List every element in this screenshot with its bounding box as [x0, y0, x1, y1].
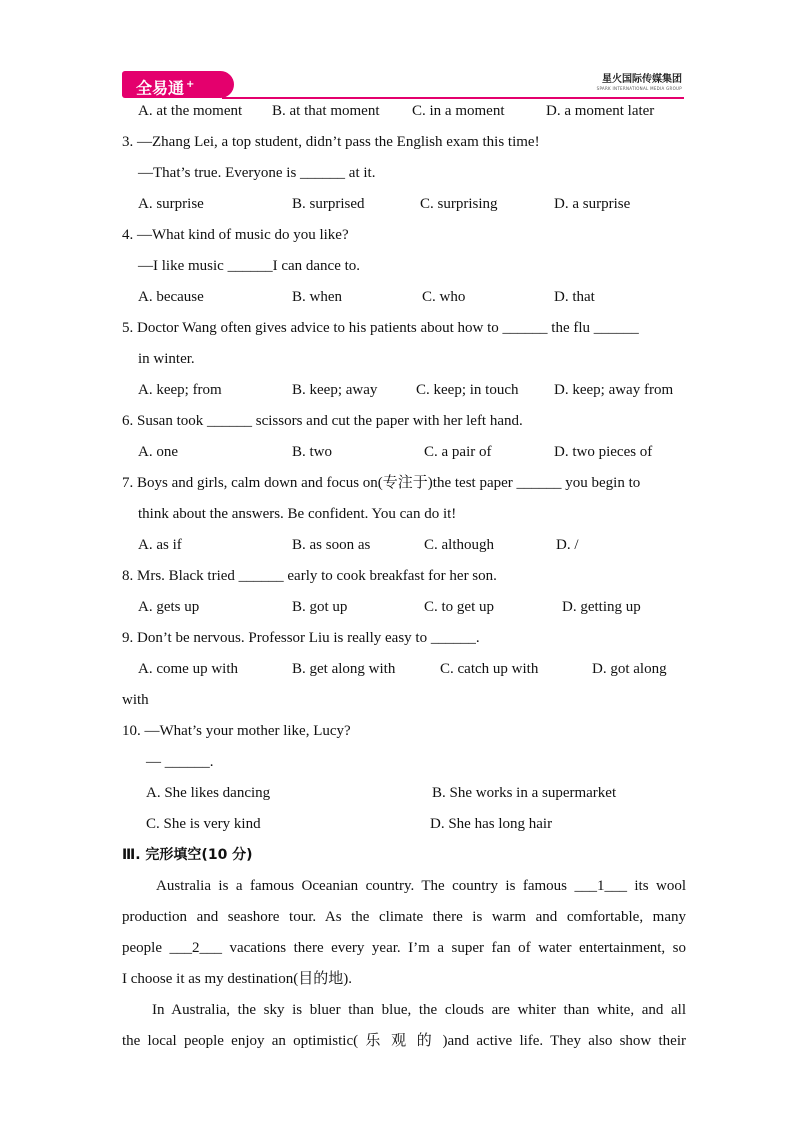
q10-line2: — ______. [146, 754, 214, 770]
q5-option-a: A. keep; from [138, 382, 222, 398]
q10-option-d: D. She has long hair [430, 816, 553, 832]
q7-stem: 7. Boys and girls, calm down and focus on(专注于)the test paper ______ you begin to [122, 475, 641, 491]
q6-option-d: D. two pieces of [554, 444, 653, 460]
q3-option-b: B. surprised [292, 196, 365, 212]
q7-options [122, 530, 686, 561]
q10-stem: 10. —What’s your mother like, Lucy? [122, 723, 351, 739]
brand-logo [122, 71, 234, 98]
q4-options [122, 282, 686, 313]
q5-option-b: B. keep; away [292, 382, 378, 398]
q5-option-c: C. keep; in touch [416, 382, 519, 398]
q6-stem: 6. Susan took ______ scissors and cut the paper with her left hand. [122, 413, 523, 429]
logo-text: 全易通 [136, 78, 185, 98]
q3-stem: 3. —Zhang Lei, a top student, didn’t pass the English exam this time! [122, 134, 540, 150]
q9-option-c: C. catch up with [440, 661, 539, 677]
q3-option-a: A. surprise [138, 196, 204, 212]
q4-stem: 4. —What kind of music do you like? [122, 227, 349, 243]
q8-options [122, 592, 686, 623]
q9-option-a: A. come up with [138, 661, 238, 677]
q5-stem: 5. Doctor Wang often gives advice to his patients about how to ______ the flu ______ [122, 320, 639, 336]
publisher-name [597, 74, 682, 92]
q8-option-b: B. got up [292, 599, 348, 615]
q3-option-d: D. a surprise [554, 196, 631, 212]
q2-option-b: B. at that moment [272, 103, 380, 119]
para1-line3: people ___2___ vacations there every year. I’m a super fan of water entertainment, so [122, 940, 686, 956]
q6-options [122, 437, 686, 468]
q9-stem: 9. Don’t be nervous. Professor Liu is really easy to ______. [122, 630, 480, 646]
q4-option-c: C. who [422, 289, 466, 305]
q9-options [122, 654, 686, 685]
q3-options [122, 189, 686, 220]
q6-option-b: B. two [292, 444, 333, 460]
q10-options-row1 [122, 778, 686, 809]
q2-options [122, 96, 686, 127]
q7-line2: think about the answers. Be confident. You can do it! [138, 506, 457, 522]
q3-line2: —That’s true. Everyone is ______ at it. [138, 165, 376, 181]
q2-option-c: C. in a moment [412, 103, 505, 119]
q9-option-b: B. get along with [292, 661, 396, 677]
q7-option-c: C. although [424, 537, 494, 553]
q10-option-a: A. She likes dancing [146, 785, 271, 801]
q6-option-a: A. one [138, 444, 178, 460]
q9-option-d: D. got along [592, 661, 667, 677]
q10-options-row2 [122, 809, 686, 840]
q7-option-d: D. / [556, 537, 579, 553]
q8-option-a: A. gets up [138, 599, 200, 615]
section-title: Ⅲ. 完形填空(10 分) [122, 847, 253, 863]
q7-option-a: A. as if [138, 537, 182, 553]
para1-line1: Australia is a famous Oceanian country. The country is famous ___1___ its wool [156, 878, 686, 894]
q5-option-d: D. keep; away from [554, 382, 674, 398]
q2-option-a: A. at the moment [138, 103, 243, 119]
para2-line1: In Australia, the sky is bluer than blue, the clouds are whiter than white, and all [152, 1002, 686, 1018]
para1-line4: I choose it as my destination(目的地). [122, 971, 352, 987]
q6-option-c: C. a pair of [424, 444, 492, 460]
q4-option-d: D. that [554, 289, 595, 305]
logo-star: + [186, 79, 195, 90]
publisher-name-en: SPARK INTERNATIONAL MEDIA GROUP [596, 86, 682, 91]
q4-option-b: B. when [292, 289, 342, 305]
q8-stem: 8. Mrs. Black tried ______ early to cook breakfast for her son. [122, 568, 497, 584]
q7-option-b: B. as soon as [292, 537, 371, 553]
q8-option-d: D. getting up [562, 599, 641, 615]
q3-option-c: C. surprising [420, 196, 498, 212]
q8-option-c: C. to get up [424, 599, 494, 615]
q4-option-a: A. because [138, 289, 204, 305]
q5-options [122, 375, 686, 406]
q10-option-c: C. She is very kind [146, 816, 261, 832]
para2-line2: the local people enjoy an optimistic( 乐 观 的 )and active life. They also show their [122, 1033, 686, 1049]
q2-option-d: D. a moment later [546, 103, 655, 119]
q5-line2: in winter. [138, 351, 195, 367]
q4-line2: —I like music ______I can dance to. [138, 258, 361, 274]
exam-content [122, 96, 686, 1057]
para1-line2: production and seashore tour. As the climate there is warm and comfortable, many [122, 909, 686, 925]
q9-wrap: with [122, 692, 149, 708]
q10-option-b: B. She works in a supermarket [432, 785, 617, 801]
publisher-name-cn: 星火国际传媒集团 [602, 74, 682, 85]
